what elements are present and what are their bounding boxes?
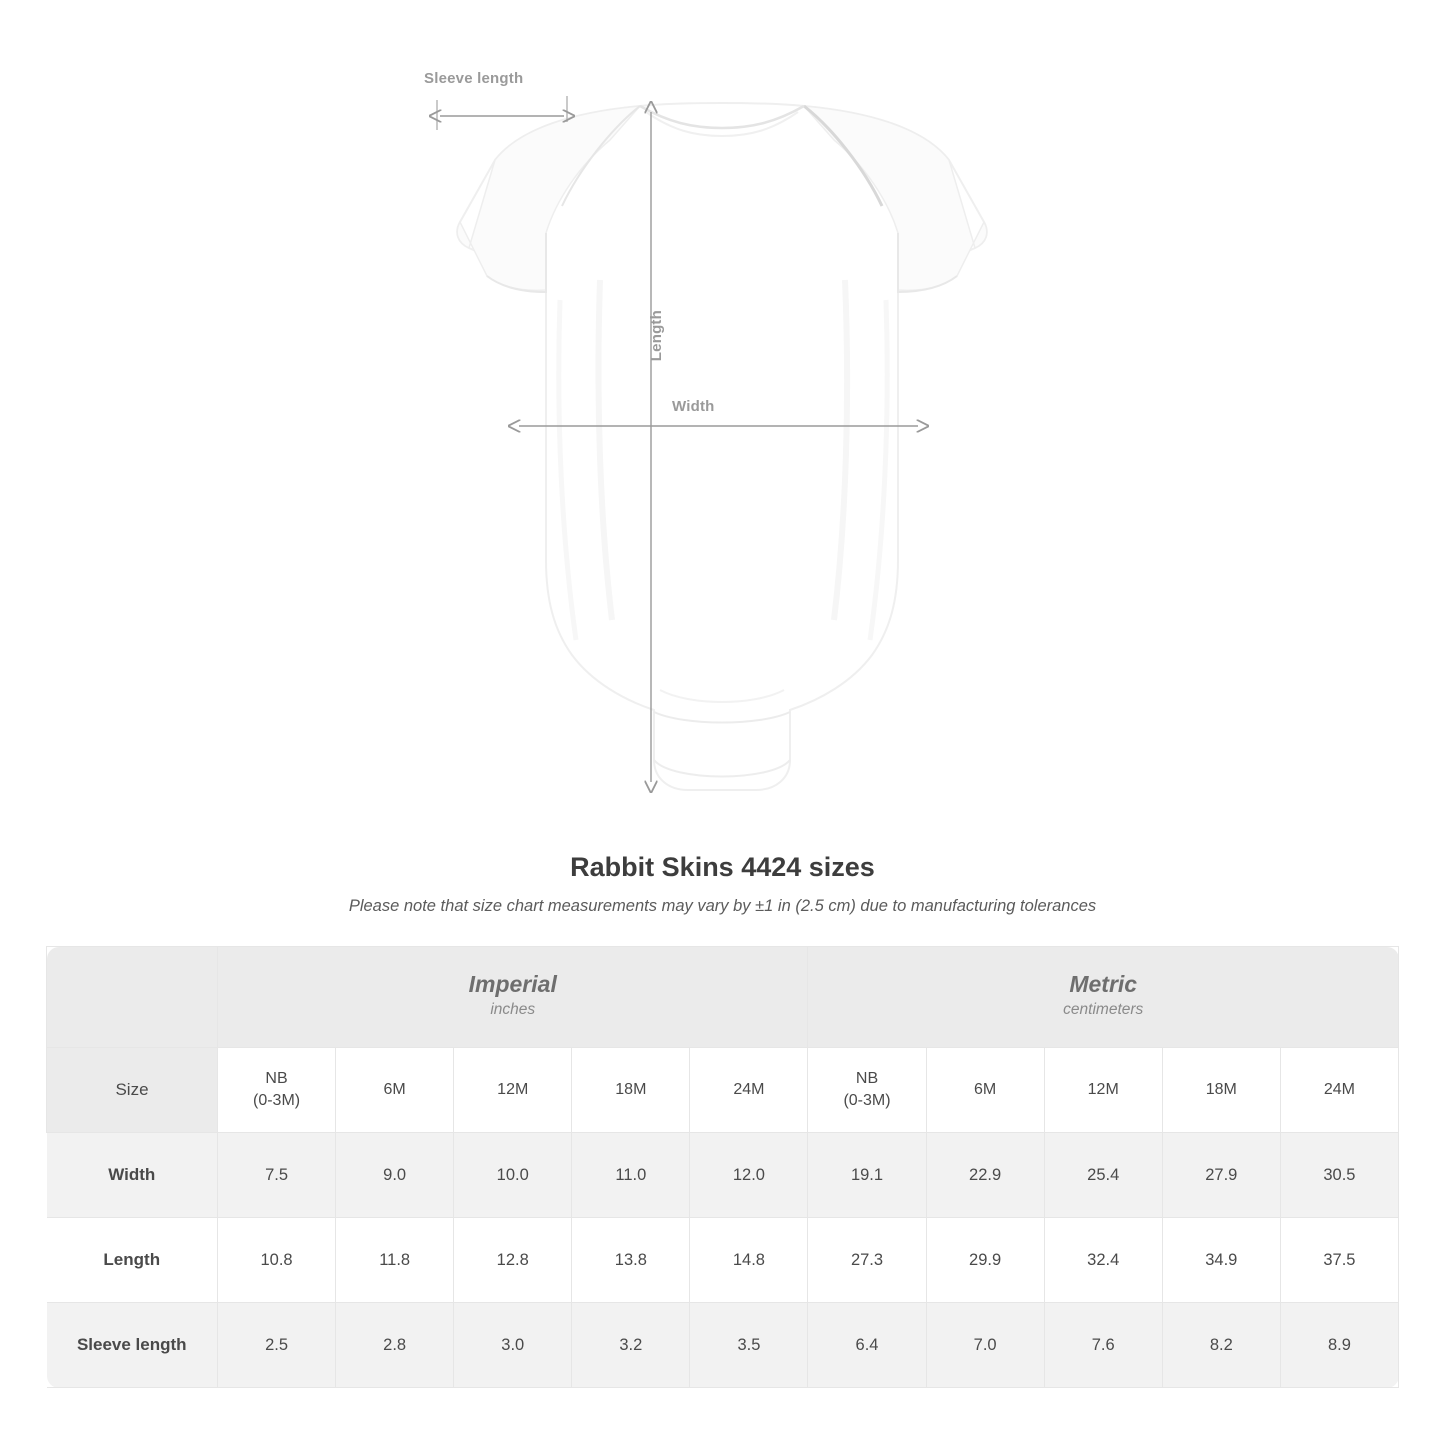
header-col-9-line1: 24M bbox=[1323, 1081, 1355, 1099]
header-col-0-line1: NB bbox=[265, 1070, 288, 1088]
unit-group-metric-sub: centimeters bbox=[1063, 1000, 1144, 1018]
cell-width-5: 19.1 bbox=[808, 1133, 926, 1218]
cell-length-2: 12.8 bbox=[454, 1218, 572, 1303]
cell-length-5: 27.3 bbox=[808, 1218, 926, 1303]
header-col-4 bbox=[690, 1048, 808, 1133]
cell-length-7: 32.4 bbox=[1044, 1218, 1162, 1303]
row-label-sleeve-length: Sleeve length bbox=[47, 1303, 218, 1388]
cell-width-0: 7.5 bbox=[218, 1133, 336, 1218]
unit-group-metric-name: Metric bbox=[1069, 971, 1138, 998]
header-col-8 bbox=[1162, 1048, 1280, 1133]
cell-sleeve-3: 3.2 bbox=[572, 1303, 690, 1388]
header-col-1 bbox=[336, 1048, 454, 1133]
header-col-7 bbox=[1044, 1048, 1162, 1133]
header-col-6-line1: 6M bbox=[973, 1081, 997, 1099]
header-col-2 bbox=[454, 1048, 572, 1133]
cell-length-6: 29.9 bbox=[926, 1218, 1044, 1303]
header-col-1-line1: 6M bbox=[383, 1081, 406, 1099]
unit-spacer-cell bbox=[47, 947, 218, 1048]
header-col-5-line2: (0-3M) bbox=[843, 1092, 891, 1109]
page-title: Rabbit Skins 4424 sizes bbox=[570, 852, 875, 882]
cell-length-1: 11.8 bbox=[336, 1218, 454, 1303]
cell-sleeve-8: 8.2 bbox=[1162, 1303, 1280, 1388]
size-chart-table bbox=[46, 946, 1399, 1388]
cell-width-2: 10.0 bbox=[454, 1133, 572, 1218]
cell-length-9: 37.5 bbox=[1280, 1218, 1398, 1303]
table-row bbox=[47, 1218, 1399, 1303]
header-col-8-line1: 18M bbox=[1205, 1081, 1237, 1099]
table-row bbox=[47, 1133, 1399, 1218]
cell-width-6: 22.9 bbox=[926, 1133, 1044, 1218]
header-col-4-line1: 24M bbox=[733, 1081, 765, 1099]
cell-sleeve-7: 7.6 bbox=[1044, 1303, 1162, 1388]
unit-group-metric bbox=[808, 947, 1399, 1048]
sleeve-length-dimension-label: Sleeve length bbox=[424, 70, 524, 87]
cell-length-4: 14.8 bbox=[690, 1218, 808, 1303]
length-dimension-label: Length bbox=[648, 310, 665, 362]
cell-sleeve-0: 2.5 bbox=[218, 1303, 336, 1388]
unit-group-imperial-sub: inches bbox=[490, 1000, 536, 1018]
unit-group-imperial-name: Imperial bbox=[468, 971, 557, 998]
cell-sleeve-4: 3.5 bbox=[690, 1303, 808, 1388]
header-col-0-line2: (0-3M) bbox=[252, 1092, 301, 1109]
table-row bbox=[47, 1303, 1399, 1388]
title-block bbox=[0, 852, 1445, 916]
cell-length-0: 10.8 bbox=[218, 1218, 336, 1303]
cell-sleeve-5: 6.4 bbox=[808, 1303, 926, 1388]
header-col-3 bbox=[572, 1048, 690, 1133]
header-col-9 bbox=[1280, 1048, 1398, 1133]
cell-width-7: 25.4 bbox=[1044, 1133, 1162, 1218]
unit-group-imperial bbox=[218, 947, 808, 1048]
header-col-6 bbox=[926, 1048, 1044, 1133]
cell-width-9: 30.5 bbox=[1280, 1133, 1398, 1218]
row-label-length: Length bbox=[47, 1218, 218, 1303]
header-col-0 bbox=[218, 1048, 336, 1133]
header-col-2-line1: 12M bbox=[497, 1081, 529, 1099]
cell-length-3: 13.8 bbox=[572, 1218, 690, 1303]
cell-sleeve-2: 3.0 bbox=[454, 1303, 572, 1388]
header-col-5-line1: NB bbox=[855, 1070, 879, 1088]
cell-width-1: 9.0 bbox=[336, 1133, 454, 1218]
table-header-row bbox=[47, 1048, 1399, 1133]
cell-width-4: 12.0 bbox=[690, 1133, 808, 1218]
size-chart-container bbox=[46, 946, 1399, 1388]
header-col-7-line1: 12M bbox=[1087, 1081, 1119, 1099]
cell-width-3: 11.0 bbox=[572, 1133, 690, 1218]
unit-banner-row bbox=[47, 947, 1399, 1048]
cell-length-8: 34.9 bbox=[1162, 1218, 1280, 1303]
cell-sleeve-6: 7.0 bbox=[926, 1303, 1044, 1388]
width-dimension-label: Width bbox=[672, 398, 715, 415]
header-size-label: Size bbox=[47, 1048, 218, 1133]
header-col-3-line1: 18M bbox=[615, 1081, 647, 1099]
cell-sleeve-9: 8.9 bbox=[1280, 1303, 1398, 1388]
row-label-width: Width bbox=[47, 1133, 218, 1218]
cell-width-8: 27.9 bbox=[1162, 1133, 1280, 1218]
tolerance-note: Please note that size chart measurements may vary by ±1 in (2.5 cm) due to manufacturing tolerances bbox=[348, 897, 1097, 915]
cell-sleeve-1: 2.8 bbox=[336, 1303, 454, 1388]
header-col-5 bbox=[808, 1048, 926, 1133]
